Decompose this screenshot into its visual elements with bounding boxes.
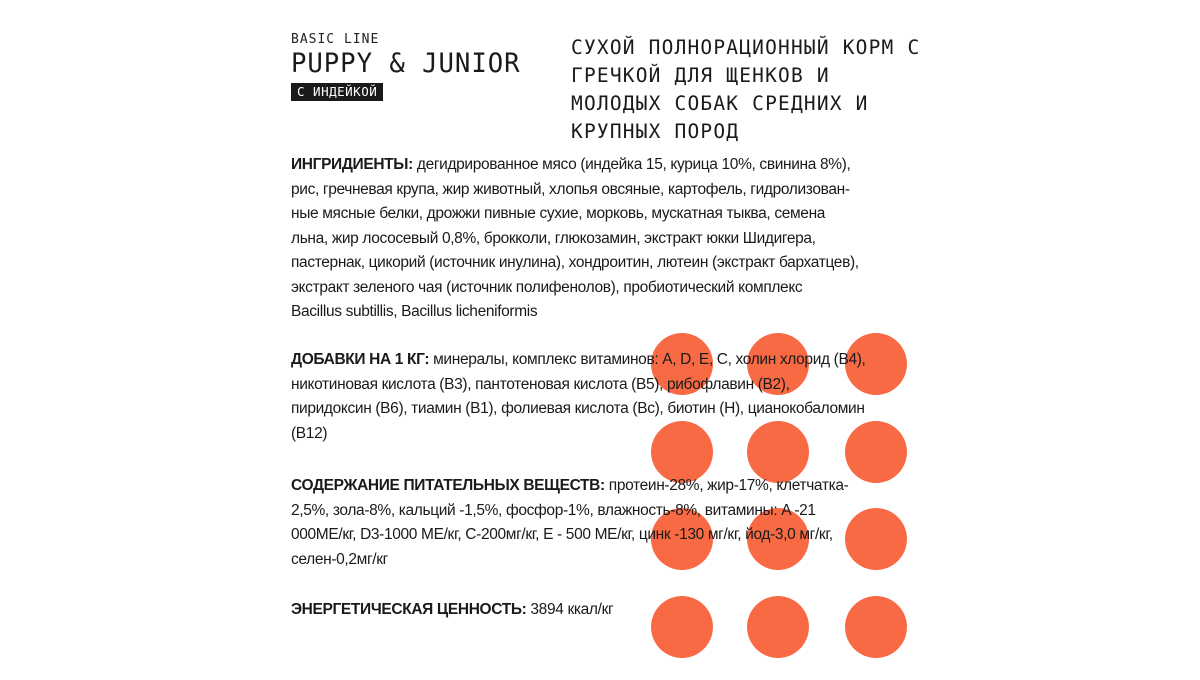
product-description: СУХОЙ ПОЛНОРАЦИОННЫЙ КОРМ С ГРЕЧКОЙ ДЛЯ ЩЕНКОВ И МОЛОДЫХ СОБАК СРЕДНИХ И КРУПНЫХ ПОРОД: [571, 36, 921, 143]
nutrients-text: протеин-28%, жир-17%, клетчатка- 2,5%, зола-8%, кальций -1,5%, фосфор-1%, влажность-8%, витамины: A -21 000МЕ/кг, D3-1000 МЕ/кг, C-200мг/кг, E - 500 МЕ/кг, цинк -130 мг/кг, йод-3,0 мг/кг, селен-0,2мг/кг: [291, 477, 849, 568]
product-name: PUPPY & JUNIOR: [291, 48, 521, 79]
product-header: [291, 32, 533, 101]
ingredients-section: [291, 153, 931, 325]
additives-label: ДОБАВКИ НА 1 КГ:: [291, 351, 430, 368]
additives-section: [291, 348, 931, 446]
flavor-badge: С ИНДЕЙКОЙ: [291, 83, 383, 101]
nutrients-section: [291, 474, 931, 572]
ingredients-text: дегидрированное мясо (индейка 15, курица 10%, свинина 8%), рис, гречневая крупа, жир животный, хлопья овсяные, картофель, гидролизован- ные мясные белки, дрожжи пивные сухие, морковь, мускатная тыква, семена льна, жир лососевый 0,8%, брокколи, глюкозамин, экстракт юкки Шидигера, пастернак, цикорий (источник инулина), хондроитин, лютеин (экстракт бархатцев), экстракт зеленого чая (источник полифенолов), пробиотический комплекс Bacillus subtillis, Bacillus licheniformis: [291, 156, 859, 320]
nutrients-label: СОДЕРЖАНИЕ ПИТАТЕЛЬНЫХ ВЕЩЕСТВ:: [291, 477, 605, 494]
series-name: BASIC LINE: [291, 32, 380, 47]
ingredients-label: ИНГРИДИЕНТЫ:: [291, 156, 413, 173]
energy-label: ЭНЕРГЕТИЧЕСКАЯ ЦЕННОСТЬ:: [291, 601, 527, 618]
energy-text: 3894 ккал/кг: [526, 601, 614, 618]
additives-text: минералы, комплекс витаминов: A, D, E, C, холин хлорид (B4), никотиновая кислота (B3), пантотеновая кислота (B5), рибофлавин (B2), пиридоксин (B6), тиамин (B1), фолиевая кислота (Bc), биотин (H), цианокобаломин (B12): [291, 351, 866, 442]
energy-section: [291, 598, 931, 623]
